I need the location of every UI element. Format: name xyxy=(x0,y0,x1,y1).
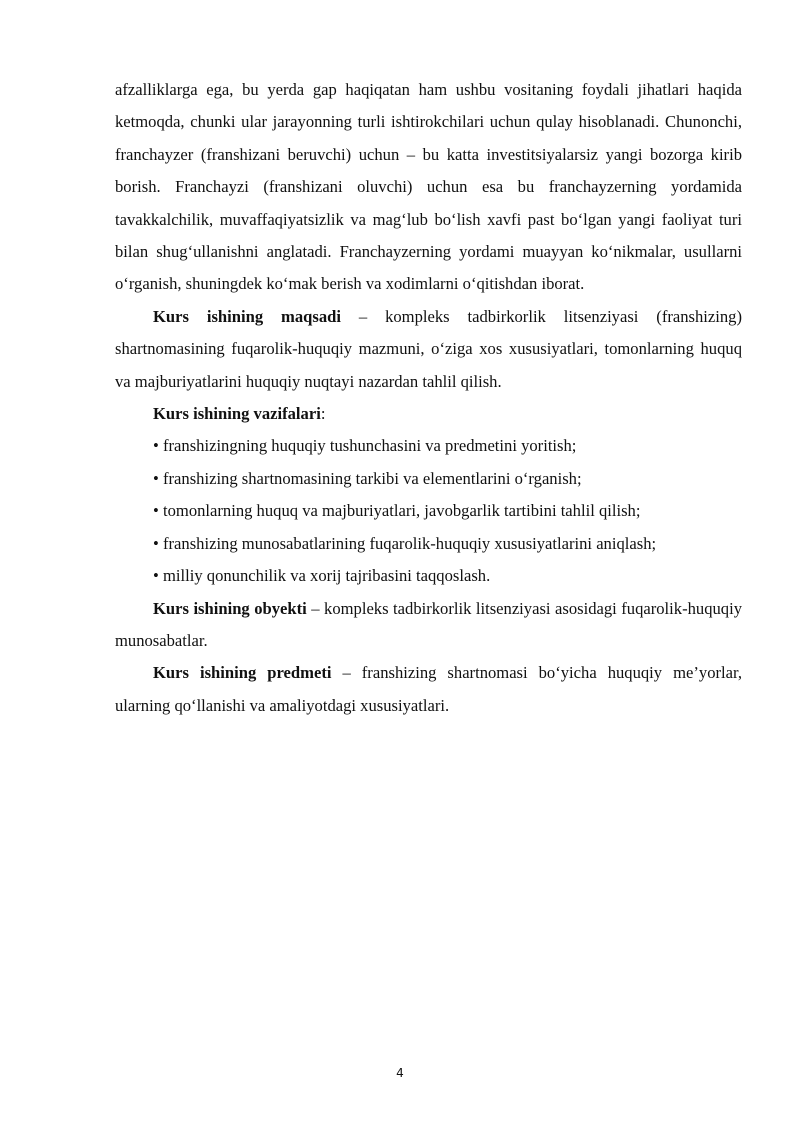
list-item-text: milliy qonunchilik va xorij tajribasini taqqoslash. xyxy=(163,566,491,586)
list-item-text: tomonlarning huquq va majburiyatlari, javobgarlik tartibini tahlil qilish; xyxy=(163,501,641,521)
list-item xyxy=(115,560,742,592)
object-paragraph xyxy=(115,593,742,658)
tasks-suffix: : xyxy=(320,404,326,424)
intro-paragraph: afzalliklarga ega, bu yerda gap haqiqatan ham ushbu vositaning foydali jihatlari haqida ketmoqda, chunki ular jarayonning turli ishtirokchilari uchun qulay hisoblanadi. Chunonchi, franchayzer (franshizani beruvchi) uchun – bu katta investitsiyalarsiz yangi bozorga kirib borish. Franchayzi (franshizani oluvchi) uchun esa bu franchayzerning yordamida tavakkalchilik, muvaffaqiyatsizlik va mag‘lub bo‘lish xavfi past bo‘lgan yangi faoliyat turi bilan shug‘ullanishni anglatadi. Franchayzerning yordami muayyan ko‘nikmalar, usullarni o‘rganish, shuningdek ko‘mak berish va xodimlarni o‘qitishdan iborat. xyxy=(115,80,742,294)
list-item-text: franshizing munosabatlarining fuqarolik-huquqiy xususiyatlarini aniqlash; xyxy=(163,533,657,553)
bullet-icon: • xyxy=(153,468,159,488)
subject-text: – franshizing shartnomasi bo‘yicha huquqiy me’yorlar, ularning qo‘llanishi va amaliyotdagi xususiyatlari. xyxy=(115,663,742,715)
list-item-text: franshizing shartnomasining tarkibi va elementlarini o‘rganish; xyxy=(163,468,582,488)
document-body xyxy=(115,74,742,722)
subject-label: Kurs ishining predmeti xyxy=(153,663,332,683)
list-item xyxy=(115,495,742,527)
object-label: Kurs ishining obyekti xyxy=(153,598,307,618)
page-number: 4 xyxy=(396,1066,404,1080)
list-item xyxy=(115,463,742,495)
goal-label: Kurs ishining maqsadi xyxy=(153,306,341,326)
tasks-heading xyxy=(115,398,742,430)
subject-paragraph xyxy=(115,657,742,722)
list-item xyxy=(115,528,742,560)
goal-text: – kompleks tadbirkorlik litsenziyasi (franshizing) shartnomasining fuqarolik-huquqiy mazmuni, o‘ziga xos xususiyatlari, tomonlarning huquq va majburiyatlarini huquqiy nuqtayi nazardan tahlil qilish. xyxy=(115,306,743,391)
goal-paragraph xyxy=(115,301,742,398)
tasks-label: Kurs ishining vazifalari xyxy=(153,404,321,424)
bullet-icon: • xyxy=(153,566,159,586)
bullet-icon: • xyxy=(153,501,159,521)
list-item xyxy=(115,430,742,462)
object-text: – kompleks tadbirkorlik litsenziyasi asosidagi fuqarolik-huquqiy munosabatlar. xyxy=(115,598,742,650)
list-item-text: franshizingning huquqiy tushunchasini va predmetini yoritish; xyxy=(163,436,577,456)
bullet-icon: • xyxy=(153,436,159,456)
bullet-icon: • xyxy=(153,533,159,553)
